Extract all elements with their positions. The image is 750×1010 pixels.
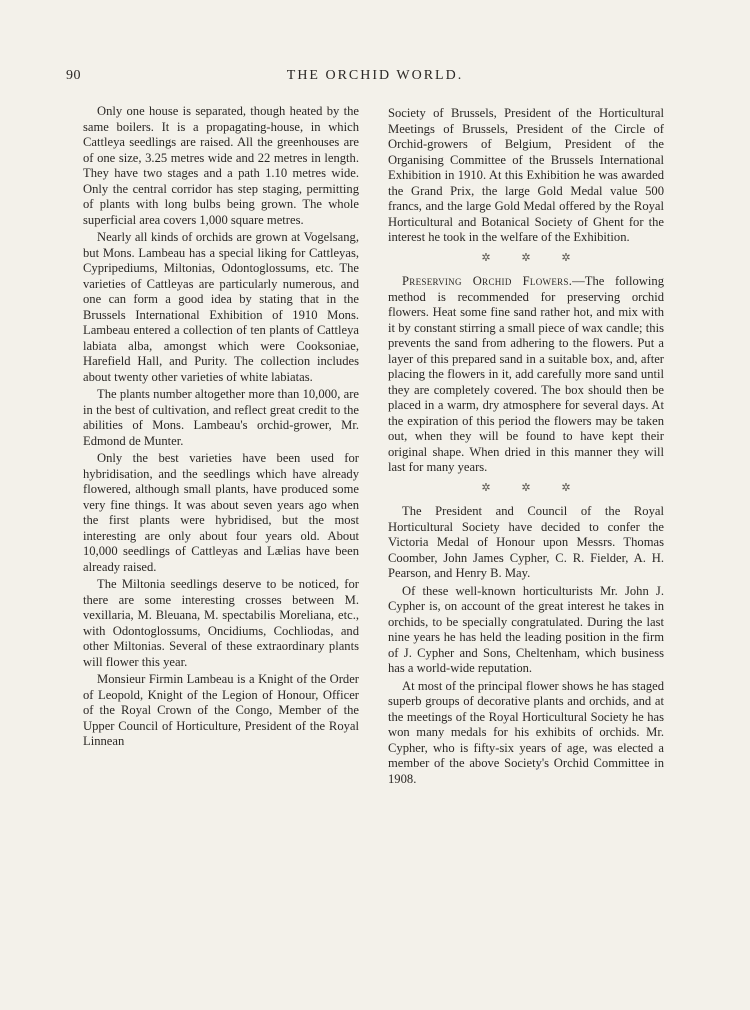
paragraph-cypher: Of these well-known horticulturists Mr. John J. Cypher is, on account of the great interest he takes in orchids, to be specially congratulated. During the last nine years he has held the leading position in the firm of J. Cypher and Sons, Cheltenham, which business has a world-wide reputation. xyxy=(388,583,664,675)
paragraph-plant-count: The plants number altogether more than 10,000, are in the best of cultivation, and reflect great credit to the abilities of Mons. Lambeau's orchid-grower, Mr. Edmond de Munter. xyxy=(83,387,359,448)
right-column xyxy=(388,106,664,789)
paragraph-victoria-medal: The President and Council of the Royal Horticultural Society have decided to confer the Victoria Medal of Honour upon Messrs. Thomas Coomber, John James Cypher, C. R. Fielder, A. H. Pearson, and Henry B. May. xyxy=(388,504,664,580)
paragraph-greenhouses: Only one house is separated, though heated by the same boilers. It is a propagating-house, in which Cattleya seedlings are raised. All the greenhouses are of one size, 3.25 metres wide and 22 metres in length. They have two stages and a path 1.10 metres wide. Only the central corridor has step staging, permitting of plants with long bulbs being grown. The whole superficial area covers 1,000 square metres. xyxy=(83,104,359,227)
ornament-divider: ✲ ✲ ✲ xyxy=(481,251,585,264)
section-heading: Preserving Orchid Flowers. xyxy=(402,274,573,288)
paragraph-preserving-flowers xyxy=(388,274,664,476)
page-number: 90 xyxy=(66,68,81,83)
paragraph-flower-shows: At most of the principal flower shows he has staged superb groups of decorative plants and orchids, and at the meetings of the Royal Horticultural Society he has won many medals for his exhibits of orchids. Mr. Cypher, who is fifty-six years of age, was elected a member of the above Society's Orchid Committee in 1908. xyxy=(388,678,664,786)
paragraph-hybridisation: Only the best varieties have been used for hybridisation, and the seedlings which have already flowered, although small plants, have produced some very fine things. It was about seven years ago when the first plants were hybridised, but the most interesting are only about four years old. About 10,000 seedlings of Cattleyas and Lælias have been already raised. xyxy=(83,451,359,574)
paragraph-kinds-of-orchids: Nearly all kinds of orchids are grown at Vogelsang, but Mons. Lambeau has a special liking for Cattleyas, Cypripediums, Miltonias, Odontoglossums, etc. The varieties of Cattleyas are particularly numerous, and one can form a good idea by stating that in the Brussels International Exhibition of 1910 Mons. Lambeau entered a collection of ten plants of Cattleya labiata alba, amongst which were Cooksoniae, Harefield Hall, and Purity. The collection includes about twenty other varieties of white labiatas. xyxy=(83,230,359,384)
paragraph-continuation: Society of Brussels, President of the Horticultural Meetings of Brussels, President of the Circle of Orchid-growers of Belgium, President of the Organising Committee of the Brussels International Exhibition in 1910. At this Exhibition he was awarded the Grand Prix, the large Gold Medal value 500 francs, and the large Gold Medal offered by the Royal Horticultural and Botanical Society of Ghent for the interest he took in the welfare of the Exhibition. xyxy=(388,106,664,244)
paragraph-lambeau-honours: Monsieur Firmin Lambeau is a Knight of the Order of Leopold, Knight of the Legion of Honour, Officer of the Royal Crown of the Congo, Member of the Upper Council of Horticulture, President of the Royal Linnean xyxy=(83,672,359,748)
running-head: THE ORCHID WORLD. xyxy=(286,68,464,83)
section-body: —The following method is recommended for preserving orchid flowers. Heat some fine sand rather hot, and mix with it by constant stirring a small piece of wax candle; this prevents the sand from adhering to the flowers. Put a layer of this prepared sand in a suitable box, and, after placing the flowers in it, add carefully more sand until they are completely covered. The box should then be placed in a warm, dry atmosphere for several days. At the expiration of this period the flowers may be taken out, when they will be found to have kept their original shape. When dried in this manner they will last for many years. xyxy=(388,274,664,474)
ornament-divider: ✲ ✲ ✲ xyxy=(481,481,585,494)
paragraph-miltonia-seedlings: The Miltonia seedlings deserve to be noticed, for there are some interesting crosses between M. vexillaria, M. Bleuana, M. spectabilis Moreliana, etc., with Odontoglossums, Oncidiums, Cochliodas, and other Miltonias. Several of these extraordinary plants will flower this year. xyxy=(83,577,359,669)
left-column xyxy=(83,104,359,752)
